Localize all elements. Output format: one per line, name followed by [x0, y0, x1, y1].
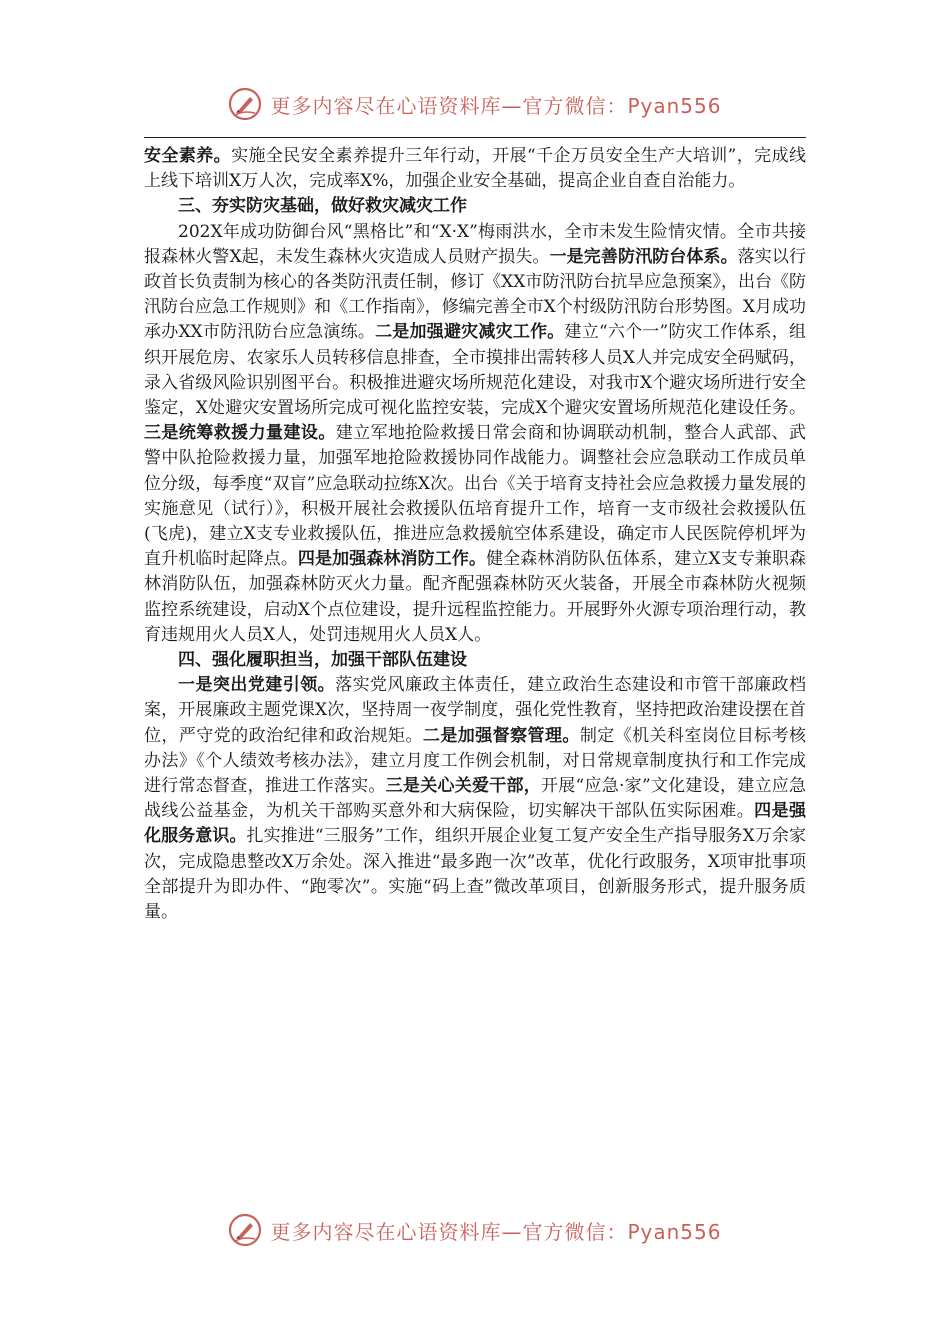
paragraph-safety-literacy: 安全素养。实施全民安全素养提升三年行动，开展“千企万员安全生产大培训”，完成线上线下培训X万人次，完成率X%，加强企业安全基础，提高企业自查自治能力。 [144, 146, 806, 192]
bold-lead: 一是完善防汛防台体系。 [549, 246, 738, 267]
pen-logo-icon [228, 1213, 262, 1247]
header-divider [144, 137, 806, 138]
paragraph-disaster-prevention: 202X年成功防御台风“黑格比”和“X·X”梅雨洪水，全市未发生险情灾情。全市共接报森林火警X起，未发生森林火灾造成人员财产损失。一是完善防汛防台体系。落实以行政首长负责制为核心的各类防汛责任制，修订《XX市防汛防台抗旱应急预案》，出台《防汛防台应急工作规则》和《工作指南》，修编完善全市X个村级防汛防台形势图。X月成功承办XX市防汛防台应急演练。二是加强避灾减灾工作。建立“六个一”防灾工作体系，组织开展危房、农家乐人员转移信息排查，全市摸排出需转移人员X人并完成安全码赋码，录入省级风险识别图平台。积极推进避灾场所规范化建设，对我市X个避灾场所进行安全鉴定，X处避灾安置场所完成可视化监控安装，完成X个避灾安置场所规范化建设任务。三是统筹救援力量建设。建立军地抢险救援日常会商和协调联动机制，整合人武部、武警中队抢险救援力量，加强军地抢险救援协同作战能力。调整社会应急联动工作成员单位分级，每季度“双盲”应急联动拉练X次。出台《关于培育支持社会应急救援力量发展的实施意见（试行）》，积极开展社会救援队伍培育提升工作，培育一支市级社会救援队伍(飞虎)，建立X支专业救援队伍，推进应急救援航空体系建设，确定市人民医院停机坪为直升机临时起降点。四是加强森林消防工作。健全森林消防队伍体系，建立X支专兼职森林消防队伍，加强森林防灭火力量。配齐配强森林防灭火装备，开展全市森林防火视频监控系统建设，启动X个点位建设，提升远程监控能力。开展野外火源专项治理行动，教育违规用火人员X人，处罚违规用火人员X人。 [144, 221, 807, 645]
bold-lead: 一是突出党建引领。 [178, 675, 336, 696]
bold-lead: 二是加强避灾减灾工作。 [375, 322, 565, 343]
bold-lead: 安全素养。 [144, 146, 232, 166]
pen-logo-icon [228, 87, 262, 121]
footer-banner [0, 1210, 950, 1250]
header-banner-text: 更多内容尽在心语资料库—官方微信：Pyan556 [270, 93, 722, 118]
bold-lead: 四是强化服务意识。 [144, 801, 807, 847]
bold-lead: 四是加强森林消防工作。 [297, 549, 487, 570]
header-banner [0, 84, 950, 124]
document-body [144, 144, 806, 925]
section-heading-4: 四、强化履职担当，加强干部队伍建设 [178, 650, 467, 671]
footer-banner-text: 更多内容尽在心语资料库—官方微信：Pyan556 [270, 1219, 722, 1244]
bold-lead: 二是加强督察管理。 [422, 725, 580, 746]
paragraph-cadre-team: 一是突出党建引领。落实党风廉政主体责任，建立政治生态建设和市管干部廉政档案，开展廉政主题党课X次，坚持周一夜学制度，强化党性教育，坚持把政治建设摆在首位，严守党的政治纪律和政治规矩。二是加强督察管理。制定《机关科室岗位目标考核办法》《个人绩效考核办法》，建立月度工作例会机制，对日常规章制度执行和工作完成进行常态督查，推进工作落实。三是关心关爱干部，开展“应急·家”文化建设，建立应急战线公益基金，为机关干部购买意外和大病保险，切实解决干部队伍实际困难。四是强化服务意识。扎实推进“三服务”工作，组织开展企业复工复产安全生产指导服务X万余家次，完成隐患整改X万余处。深入推进“最多跑一次”改革，优化行政服务，X项审批事项全部提升为即办件、“跑零次”。实施“码上查”微改革项目，创新服务形式，提升服务质量。 [144, 675, 807, 923]
bold-lead: 三是关心关爱干部， [385, 776, 542, 797]
bold-lead: 三是统筹救援力量建设。 [144, 423, 336, 444]
section-heading-3: 三、夯实防灾基础，做好救灾减灾工作 [178, 196, 467, 217]
